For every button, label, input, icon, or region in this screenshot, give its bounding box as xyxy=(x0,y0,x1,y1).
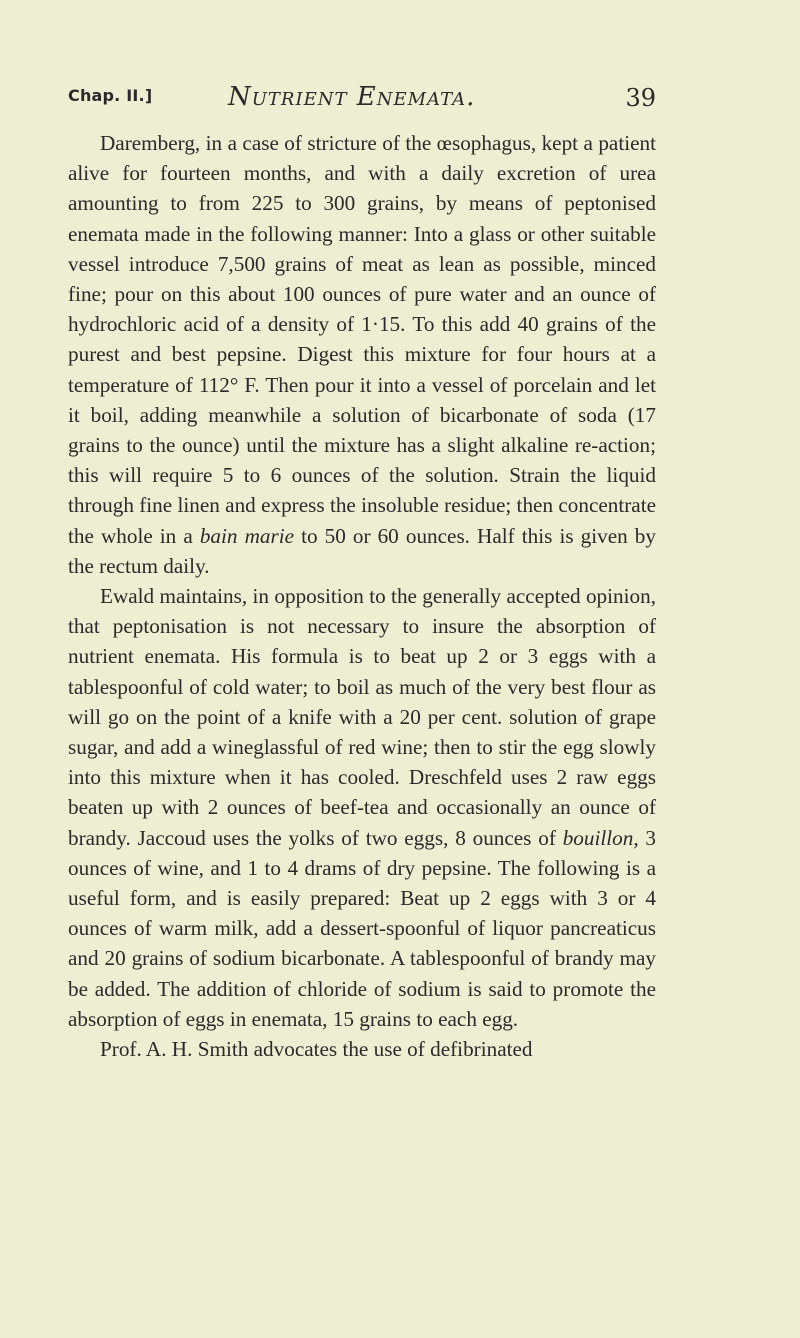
text-run: Ewald maintains, in opposition to the generally accepted opinion, that peptonisation is not necessary to insure the absorption of nutrient enemata. His formula is to beat up 2 or 3 eggs with a tablespoonful of cold water; to boil as much of the very best flour as will go on the point of a knife with a 20 per cent. solution of grape sugar, and add a wineglassful of red wine; then to stir the egg slowly into this mixture when it has cooled. Dreschfeld uses 2 raw eggs beaten up with 2 ounces of beef-tea and occasionally an ounce of brandy. Jaccoud uses the yolks of two eggs, 8 ounces of xyxy=(68,584,656,850)
paragraph xyxy=(68,581,656,1034)
body-text xyxy=(68,128,656,1064)
text-run: to 50 or 60 ounces. Half this is given by the rectum daily. xyxy=(68,523,656,578)
text-run: Daremberg, in a case of stricture of the œsophagus, kept a patient alive for fourteen months, and with a daily excretion of urea amounting to from 225 to 300 grains, by means of peptonised enemata made in the following manner: Into a glass or other suitable vessel introduce 7,500 grains of meat as lean as possible, minced fine; pour on this about 100 ounces of pure water and an ounce of hydrochloric acid of a density of 1·15. To this add 40 grains of the purest and best pepsine. Digest this mixture for four hours at a temperature of 112° F. Then pour it into a vessel of porcelain and let it boil, adding meanwhile a solution of bicarbonate of soda (17 grains to the ounce) until the mixture has a slight alkaline re-action; this will require 5 to 6 ounces of the solution. Strain the liquid through fine linen and express the insoluble residue; then concentrate the whole in a xyxy=(68,131,656,548)
italic-term: bouillon, xyxy=(562,825,639,850)
paragraph xyxy=(68,128,656,581)
italic-term: bain marie xyxy=(199,523,294,548)
chapter-label: Chap. II.] xyxy=(68,86,153,105)
page-number: 39 xyxy=(625,84,656,112)
text-run: Prof. A. H. Smith advocates the use of defibrinated xyxy=(100,1037,533,1062)
text-run: 3 ounces of wine, and 1 to 4 drams of dry pepsine. The following is a useful form, and is easily prepared: Beat up 2 eggs with 3 or 4 ounces of warm milk, add a dessert-spoonful of liquor pancreaticus and 20 grains of sodium bicarbonate. A tablespoonful of brandy may be added. The addition of chloride of sodium is said to promote the absorption of eggs in enemata, 15 grains to each egg. xyxy=(68,825,657,1031)
running-title: Nutrient Enemata. xyxy=(228,82,476,112)
paragraph xyxy=(68,1034,656,1064)
running-header xyxy=(68,82,656,122)
